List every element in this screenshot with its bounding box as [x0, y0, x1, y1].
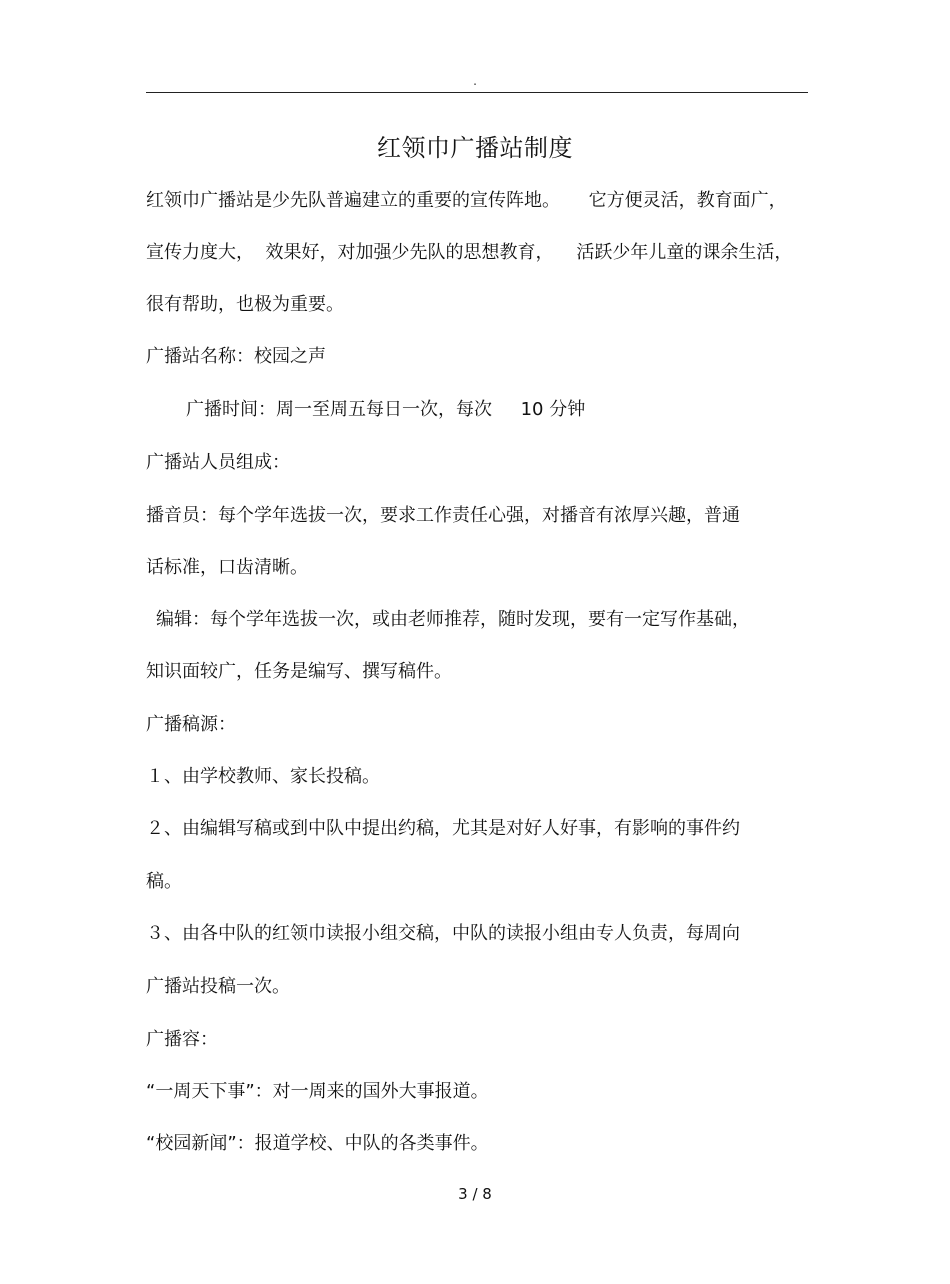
paragraph-line: 红领巾广播站是少先队普遍建立的重要的宣传阵地。 它方便灵活，教育面广，	[146, 190, 787, 211]
document-title: 红领巾广播站制度	[377, 134, 573, 162]
paragraph-line: １、由学校教师、家长投稿。	[146, 766, 380, 787]
header-mark: .	[473, 74, 477, 88]
header-rule	[146, 92, 808, 93]
paragraph-line: 编辑：每个学年选拔一次，或由老师推荐，随时发现，要有一定写作基础，	[156, 609, 750, 630]
paragraph-line: 广播站投稿一次。	[146, 976, 290, 997]
paragraph-line: 话标准，口齿清晰。	[146, 557, 308, 578]
paragraph-line: 宣传力度大， 效果好，对加强少先队的思想教育， 活跃少年儿童的课余生活，	[146, 242, 793, 263]
paragraph-line: 广播容：	[146, 1029, 218, 1050]
paragraph-line: 很有帮助，也极为重要。	[146, 294, 344, 315]
paragraph-line: 播音员：每个学年选拔一次，要求工作责任心强，对播音有浓厚兴趣，普通	[146, 505, 740, 526]
paragraph-line: 稿。	[146, 871, 182, 892]
paragraph-line: 广播站人员组成：	[146, 452, 290, 473]
paragraph-line: 广播时间：周一至周五每日一次，每次 10 分钟	[186, 399, 586, 420]
paragraph-line: “校园新闻”：报道学校、中队的各类事件。	[146, 1133, 489, 1154]
paragraph-line: “一周天下事”：对一周来的国外大事报道。	[146, 1081, 489, 1102]
paragraph-line: 广播稿源：	[146, 714, 236, 735]
paragraph-line: 广播站名称：校园之声	[146, 346, 326, 367]
paragraph-line: ２、由编辑写稿或到中队中提出约稿，尤其是对好人好事，有影响的事件约	[146, 818, 740, 839]
paragraph-line: ３、由各中队的红领巾读报小组交稿，中队的读报小组由专人负责，每周向	[146, 923, 740, 944]
page-indicator: 3 / 8	[458, 1185, 492, 1203]
paragraph-line: 知识面较广，任务是编写、撰写稿件。	[146, 661, 452, 682]
